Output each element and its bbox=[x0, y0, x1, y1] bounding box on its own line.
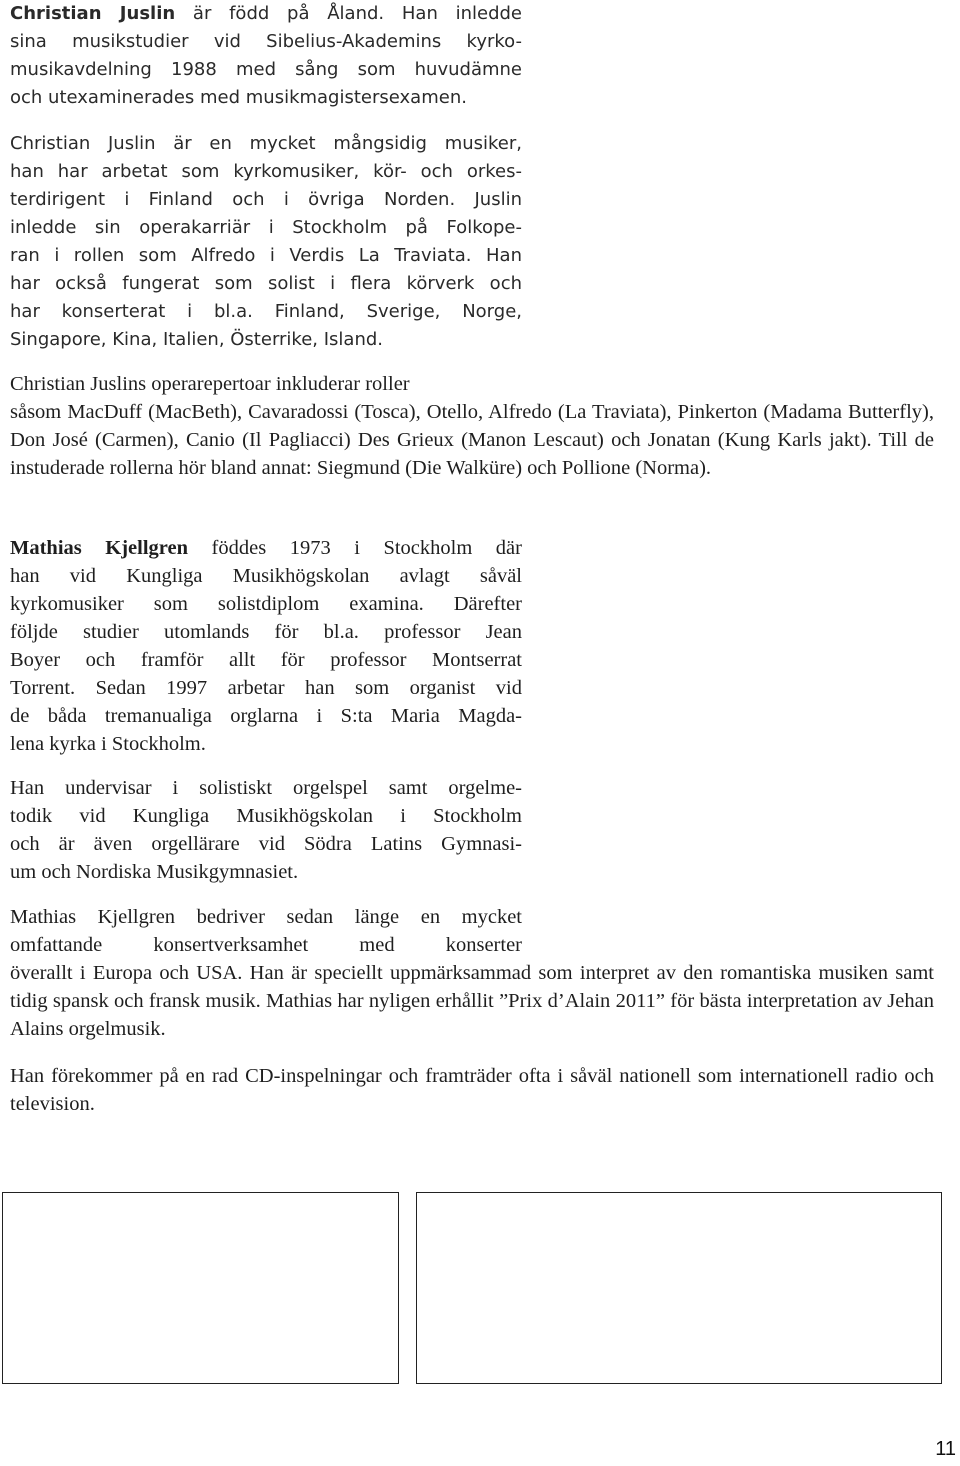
text-line: Mathias Kjellgren bedriver sedan länge en mycket bbox=[10, 906, 522, 928]
text-line: sina musikstudier vid Sibelius-Akademins kyrko- bbox=[10, 31, 522, 52]
photo-frame-right bbox=[416, 1192, 942, 1384]
bio-kjellgren-recordings bbox=[10, 1062, 934, 1118]
text-line: um och Nordiska Musikgymnasiet. bbox=[10, 861, 299, 883]
text-line: Christian Juslin är en mycket mångsidig musiker, bbox=[10, 133, 522, 154]
person-name: Christian Juslin bbox=[10, 3, 176, 24]
text-line: musikavdelning 1988 med sång som huvudämne bbox=[10, 59, 522, 80]
text-line: omfattande konsertverksamhet med konserter bbox=[10, 934, 522, 956]
text-line: Singapore, Kina, Italien, Österrike, Island. bbox=[10, 329, 383, 350]
text-line: Han undervisar i solistiskt orgelspel samt orgelme- bbox=[10, 777, 522, 799]
bio-kjellgren-intro bbox=[10, 534, 522, 758]
bio-juslin-intro bbox=[10, 0, 522, 112]
text-line: de båda tremanualiga orglarna i S:ta Maria Magda- bbox=[10, 705, 522, 727]
text-block: såsom MacDuff (MacBeth), Cavaradossi (Tosca), Otello, Alfredo (La Traviata), Pinkerton (Madama Butterfly), Don José (Carmen), Canio (Il Pagliacci) Des Grieux (Manon Lescaut) och Jonatan (Kung Karls jakt). Till de instuderade rollerna hör bland annat: Siegmund (Die Walküre) och Pollione (Norma). bbox=[10, 401, 934, 479]
bio-juslin-repertoire bbox=[10, 370, 934, 482]
bio-kjellgren-concerts-intro bbox=[10, 903, 522, 959]
text-line: inledde sin operakarriär i Stockholm på Folkope- bbox=[10, 217, 522, 238]
text-line: Torrent. Sedan 1997 arbetar han som organist vid bbox=[10, 677, 522, 699]
bio-kjellgren-teaching bbox=[10, 774, 522, 886]
text-line: följde studier utomlands för bl.a. professor Jean bbox=[10, 621, 522, 643]
text-line: har också fungerat som solist i flera körverk och bbox=[10, 273, 522, 294]
bio-juslin-career bbox=[10, 130, 522, 354]
text-line: Christian Juslins operarepertoar inkluderar roller bbox=[10, 373, 410, 395]
text-line: todik vid Kungliga Musikhögskolan i Stockholm bbox=[10, 805, 522, 827]
bio-kjellgren-concerts bbox=[10, 959, 934, 1043]
text-line: och är även orgellärare vid Södra Latins Gymnasi- bbox=[10, 833, 522, 855]
text-line: Christian Juslin är född på Åland. Han inledde bbox=[10, 3, 522, 24]
text-line: lena kyrka i Stockholm. bbox=[10, 733, 206, 755]
text-line: kyrkomusiker som solistdiplom examina. Därefter bbox=[10, 593, 522, 615]
text-line: Mathias Kjellgren föddes 1973 i Stockholm där bbox=[10, 537, 522, 559]
text-line: och utexaminerades med musikmagistersexamen. bbox=[10, 87, 467, 108]
text-line: terdirigent i Finland och i övriga Norden. Juslin bbox=[10, 189, 522, 210]
photo-frame-left bbox=[2, 1192, 399, 1384]
text-line: Boyer och framför allt för professor Montserrat bbox=[10, 649, 522, 671]
page-number: 11 bbox=[935, 1438, 956, 1460]
person-name: Mathias Kjellgren bbox=[10, 537, 189, 559]
text-line: ran i rollen som Alfredo i Verdis La Traviata. Han bbox=[10, 245, 522, 266]
text-block: överallt i Europa och USA. Han är speciellt uppmärksammad som interpret av den romantiska musiken samt tidig spansk och fransk musik. Mathias har nyligen erhållit ”Prix d’Alain 2011” för bästa interpretation av Jehan Alains orgelmusik. bbox=[10, 962, 934, 1040]
text-line: han har arbetat som kyrkomusiker, kör- och orkes- bbox=[10, 161, 522, 182]
text-line: han vid Kungliga Musikhögskolan avlagt såväl bbox=[10, 565, 522, 587]
text-block: Han förekommer på en rad CD-inspelningar och framträder ofta i såväl nationell som internationell radio och television. bbox=[10, 1065, 934, 1115]
text-line: har konserterat i bl.a. Finland, Sverige, Norge, bbox=[10, 301, 522, 322]
